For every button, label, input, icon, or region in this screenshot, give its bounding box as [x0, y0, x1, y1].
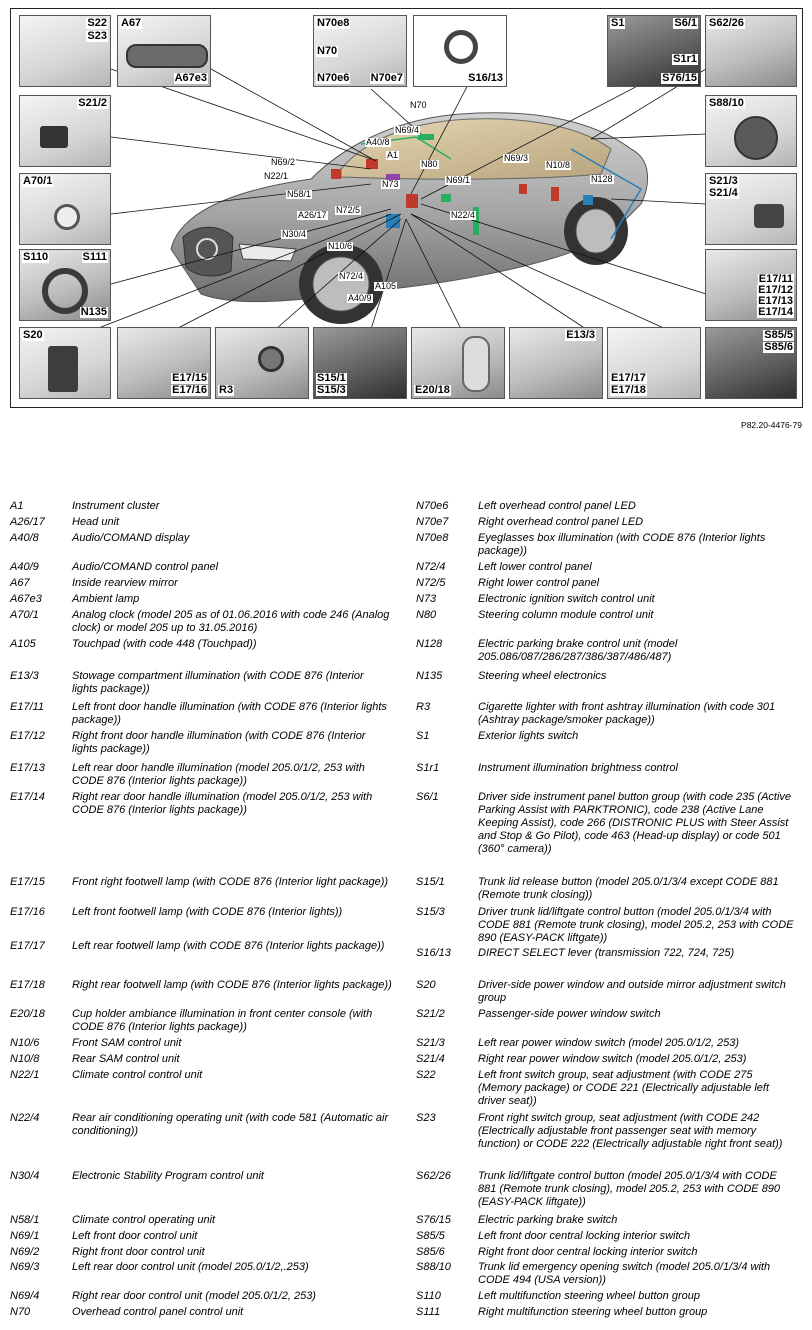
mirror-shape: [126, 44, 208, 68]
legend-code: N80: [416, 609, 437, 621]
label-s6-1: S6/1: [674, 17, 697, 29]
legend-description: Analog clock (model 205 as of 01.06.2016 with code 246 (Analog clock) or model 205 up to 31.05.2016): [72, 609, 390, 634]
callout-n70: N70: [410, 100, 427, 110]
reference-code: P82.20-4476-79: [741, 420, 802, 430]
legend-code: S21/3: [416, 1037, 445, 1049]
legend-code: S15/3: [416, 906, 445, 918]
legend-code: S1r1: [416, 762, 440, 774]
label-r3: R3: [219, 384, 234, 396]
callout-n10-8: N10/8: [546, 160, 571, 170]
legend-code: S110: [416, 1290, 441, 1302]
legend-description: Electronic ignition switch control unit: [478, 593, 655, 605]
window-switch-shape: [40, 126, 68, 148]
legend-code: N70e6: [416, 500, 449, 512]
label-e17-13: E17/13: [758, 295, 793, 307]
stowage-panel: [509, 327, 603, 399]
callout-n58-1: N58/1: [287, 189, 312, 199]
legend-description: Right rear door handle illumination (model 205.0/1/2, 253 with CODE 876 (Interior lights package)): [72, 791, 373, 816]
legend-description: Right front door central locking interior switch: [478, 1246, 698, 1258]
clock-panel: [19, 173, 111, 245]
legend-code: A40/8: [10, 532, 39, 544]
legend-code: A105: [10, 638, 36, 650]
label-n70: N70: [317, 45, 338, 57]
legend-code: N10/6: [10, 1037, 40, 1049]
callout-a1: A1: [387, 150, 399, 160]
legend-code: E13/3: [10, 670, 39, 682]
legend-code: N30/4: [10, 1170, 40, 1182]
legend-description: Left multifunction steering wheel button group: [478, 1290, 700, 1302]
label-n70e8: N70e8: [317, 17, 350, 29]
legend-code: E17/12: [10, 730, 45, 742]
legend-description: Right multifunction steering wheel button group: [478, 1306, 708, 1318]
legend-description: Right front door control unit: [72, 1246, 205, 1258]
callout-a26-17: A26/17: [298, 210, 327, 220]
legend-code: N69/4: [10, 1290, 40, 1302]
cigarette-lighter-shape: [258, 346, 284, 372]
label-s16-13: S16/13: [468, 72, 503, 84]
legend-description: Rear SAM control unit: [72, 1053, 180, 1065]
label-s76-15: S76/15: [662, 72, 697, 84]
label-s15-1: S15/1: [317, 372, 346, 384]
label-s15-3: S15/3: [317, 384, 346, 396]
legend-description: Climate control control unit: [72, 1069, 203, 1081]
legend-code: S15/1: [416, 876, 445, 888]
legend-code: N70e8: [416, 532, 449, 544]
legend-code: N72/4: [416, 561, 446, 573]
label-s110: S110: [23, 251, 49, 263]
legend-description: Trunk lid emergency opening switch (model 205.0/1/3/4 with CODE 494 (USA version)): [478, 1261, 771, 1286]
legend-code: A26/17: [10, 516, 45, 528]
label-a70-1: A70/1: [23, 175, 53, 187]
legend-description: Right lower control panel: [478, 577, 600, 589]
legend-description: Front SAM control unit: [72, 1037, 182, 1049]
legend-description: Trunk lid release button (model 205.0/1/3/4 except CODE 881 (Remote trunk closing)): [478, 876, 779, 901]
legend-code: N135: [416, 670, 443, 682]
legend-code: N22/4: [10, 1112, 40, 1124]
legend-description: Left overhead control panel LED: [478, 500, 636, 512]
callout-n73: N73: [382, 179, 399, 189]
legend-code: E17/17: [10, 940, 45, 952]
legend-description: Eyeglasses box illumination (with CODE 876 (Interior lights package)): [478, 532, 766, 557]
light-switch-panel: [607, 15, 701, 87]
legend-code: S21/4: [416, 1053, 445, 1065]
callout-n69-2: N69/2: [271, 157, 296, 167]
legend-description: Stowage compartment illumination (with CODE 876 (Interior lights package)): [72, 670, 364, 695]
legend-code: E17/11: [10, 701, 45, 713]
legend-description: Exterior lights switch: [478, 730, 579, 742]
label-e17-16: E17/16: [172, 384, 207, 396]
emergency-trunk-panel: [705, 95, 797, 167]
label-s62-26: S62/26: [709, 17, 744, 29]
legend-description: Front right footwell lamp (with CODE 876 (Interior light package)): [72, 876, 389, 888]
label-s1: S1: [611, 17, 625, 29]
legend-description: Audio/COMAND control panel: [72, 561, 219, 573]
legend-code: N73: [416, 593, 437, 605]
legend-code: A67: [10, 577, 30, 589]
legend-code: N70e7: [416, 516, 449, 528]
footwell-front-panel: [117, 327, 211, 399]
legend-code: S1: [416, 730, 430, 742]
label-s21-3: S21/3: [709, 175, 738, 187]
legend-code: S22: [416, 1069, 436, 1081]
label-e17-18: E17/18: [611, 384, 646, 396]
legend-description: Climate control operating unit: [72, 1214, 216, 1226]
label-s88-10: S88/10: [709, 97, 744, 109]
legend-description: Overhead control panel control unit: [72, 1306, 244, 1318]
label-e17-17: E17/17: [611, 372, 646, 384]
label-s23: S23: [87, 30, 107, 42]
legend-code: R3: [416, 701, 431, 713]
legend-description: Driver side instrument panel button group (with code 235 (Active Parking Assist with PARKTRONIC), code 238 (Active Lane Keeping Assist), code 266 (DISTRONIC PLUS with Steer Assist and Stop & Go Pilot), code 463 (Head-up display) or code 501 (360° camera)): [478, 791, 792, 855]
legend-description: Right rear power window switch (model 205.0/1/2, 253): [478, 1053, 747, 1065]
rear-window-switch-shape: [754, 204, 784, 228]
legend-code: S20: [416, 979, 436, 991]
legend-description: Right rear door control unit (model 205.0/1/2, 253): [72, 1290, 316, 1302]
seat-switches-panel: [19, 15, 111, 87]
legend-code: N69/3: [10, 1261, 40, 1273]
legend-code: N69/2: [10, 1246, 40, 1258]
callout-n10-6: N10/6: [328, 241, 353, 251]
label-s85-6: S85/6: [764, 341, 793, 353]
legend-description: Touchpad (with code 448 (Touchpad)): [72, 638, 257, 650]
label-e17-11: E17/11: [758, 273, 793, 285]
legend-description: Left rear door handle illumination (model 205.0/1/2, 253 with CODE 876 (Interior lights package)): [72, 762, 365, 787]
legend-description: Left front door handle illumination (with CODE 876 (Interior lights package)): [72, 701, 387, 726]
legend-description: Left front door control unit: [72, 1230, 198, 1242]
footwell-rear-panel: [607, 327, 701, 399]
label-a67: A67: [121, 17, 142, 29]
label-e13-3: E13/3: [566, 329, 595, 341]
legend-code: S85/5: [416, 1230, 445, 1242]
steering-lever-shape: [444, 30, 478, 64]
callout-n69-3: N69/3: [504, 153, 529, 163]
legend-description: Right front door handle illumination (with CODE 876 (Interior lights package)): [72, 730, 366, 755]
legend-code: S23: [416, 1112, 436, 1124]
legend-description: Right overhead control panel LED: [478, 516, 644, 528]
legend-description: Electric parking brake switch: [478, 1214, 618, 1226]
callout-a40-9: A40/9: [348, 293, 372, 303]
callout-n69-4: N69/4: [395, 125, 420, 135]
door-handle-panel: [705, 249, 797, 321]
legend-code: S16/13: [416, 947, 451, 959]
legend-description: Left front footwell lamp (with CODE 876 (Interior lights)): [72, 906, 343, 918]
legend-code: N10/8: [10, 1053, 40, 1065]
label-s22: S22: [87, 17, 107, 29]
legend-code: E17/14: [10, 791, 45, 803]
legend-code: N69/1: [10, 1230, 40, 1242]
legend-description: Cigarette lighter with front ashtray illumination (with code 301 (Ashtray package/smoker package)): [478, 701, 776, 726]
legend-code: N70: [10, 1306, 31, 1318]
legend-code: S21/2: [416, 1008, 445, 1020]
callout-n72-5: N72/5: [336, 205, 361, 215]
label-n70e7: N70e7: [370, 72, 403, 84]
label-n70e6: N70e6: [317, 72, 350, 84]
legend-description: Left rear power window switch (model 205.0/1/2, 253): [478, 1037, 740, 1049]
callout-n72-4: N72/4: [339, 271, 364, 281]
legend-code: E17/18: [10, 979, 45, 991]
legend-code: E17/13: [10, 762, 45, 774]
legend-description: Ambient lamp: [72, 593, 140, 605]
component-location-diagram: [10, 8, 803, 408]
label-s85-5: S85/5: [764, 329, 793, 341]
legend-code: S76/15: [416, 1214, 451, 1226]
callout-n30-4: N30/4: [282, 229, 307, 239]
emergency-button-shape: [734, 116, 778, 160]
callout-a40-8: A40/8: [366, 137, 390, 147]
legend-description: Left rear footwell lamp (with CODE 876 (Interior lights package)): [72, 940, 385, 952]
callout-n22-4: N22/4: [451, 210, 476, 220]
legend-code: S6/1: [416, 791, 439, 803]
steering-wheel-panel: [19, 249, 111, 321]
legend-description: Left rear door control unit (model 205.0/1/2,.253): [72, 1261, 309, 1273]
legend-code: N128: [416, 638, 443, 650]
cigarette-panel: [215, 327, 309, 399]
label-s21-4: S21/4: [709, 187, 738, 199]
legend-code: A70/1: [10, 609, 39, 621]
legend-code: A40/9: [10, 561, 39, 573]
legend-code: E17/16: [10, 906, 45, 918]
legend-description: Left front switch group, seat adjustment (with CODE 275 (Memory package) or CODE 221 (Electrically adjustable left driver seat)): [478, 1069, 770, 1107]
legend-description: Head unit: [72, 516, 120, 528]
label-e20-18: E20/18: [415, 384, 450, 396]
legend-description: Inside rearview mirror: [72, 577, 178, 589]
legend-code: S62/26: [416, 1170, 451, 1182]
legend-code: S111: [416, 1306, 441, 1318]
legend-description: Passenger-side power window switch: [478, 1008, 661, 1020]
legend-code: N72/5: [416, 577, 446, 589]
clock-face: [54, 204, 80, 230]
legend-description: Driver-side power window and outside mirror adjustment switch group: [478, 979, 786, 1004]
legend-code: E20/18: [10, 1008, 45, 1020]
label-s1r1: S1r1: [673, 53, 697, 65]
callout-n80: N80: [421, 159, 438, 169]
legend-code: A1: [10, 500, 24, 512]
label-e17-14: E17/14: [758, 306, 793, 318]
cupholder-panel: [411, 327, 505, 399]
legend-code: A67e3: [10, 593, 42, 605]
driver-window-panel: [19, 327, 111, 399]
legend-description: DIRECT SELECT lever (transmission 722, 724, 725): [478, 947, 735, 959]
legend-code: S88/10: [416, 1261, 451, 1273]
steering-lever-panel: [413, 15, 507, 87]
locking-panel: [705, 327, 797, 399]
legend-description: Right rear footwell lamp (with CODE 876 (Interior lights package)): [72, 979, 392, 991]
legend-description: Front right switch group, seat adjustment (with CODE 242 (Electrically adjustable front passenger seat with memory function) or CODE 222 (Electrically adjustable right front seat)): [478, 1112, 783, 1150]
legend-code: N22/1: [10, 1069, 40, 1081]
legend-description: Cup holder ambiance illumination in front center console (with CODE 876 (Interior lights package)): [72, 1008, 373, 1033]
callout-n128: N128: [591, 174, 613, 184]
label-a67e3: A67e3: [174, 72, 207, 84]
label-s21-2: S21/2: [78, 97, 107, 109]
legend-code: S85/6: [416, 1246, 445, 1258]
overhead-panel: [313, 15, 407, 87]
label-e17-15: E17/15: [172, 372, 207, 384]
callout-a105: A105: [375, 281, 397, 291]
rearview-mirror-panel: [117, 15, 211, 87]
cupholder-shape: [462, 336, 490, 392]
callout-n69-1: N69/1: [446, 175, 471, 185]
legend-description: Driver trunk lid/liftgate control button (model 205.0/1/3/4 with CODE 881 (Remote trunk closing), model 205.2, 253 with CODE 890 (EASY-PACK liftgate)): [478, 906, 794, 944]
label-s111: S111: [82, 251, 107, 263]
rear-window-switch-panel: [705, 173, 797, 245]
legend-description: Electric parking brake control unit (model 205.086/087/286/287/386/387/486/487): [478, 638, 678, 663]
passenger-window-panel: [19, 95, 111, 167]
legend-code: N58/1: [10, 1214, 40, 1226]
legend-description: Left lower control panel: [478, 561, 592, 573]
callout-n22-1: N22/1: [264, 171, 289, 181]
label-n135: N135: [80, 306, 107, 318]
legend-code: E17/15: [10, 876, 45, 888]
label-s20: S20: [23, 329, 43, 341]
trunk-button-panel: [705, 15, 797, 87]
legend-description: Trunk lid/liftgate control button (model 205.0/1/3/4 with CODE 881 (Remote trunk closing), model 205.2, 253 with CODE 890 (EASY-PACK liftgate)): [478, 1170, 781, 1208]
legend-description: Steering wheel electronics: [478, 670, 607, 682]
legend-description: Left front door central locking interior switch: [478, 1230, 691, 1242]
legend-description: Rear air conditioning operating unit (with code 581 (Automatic air conditioning)): [72, 1112, 389, 1137]
trunk-release-panel: [313, 327, 407, 399]
legend-description: Instrument illumination brightness control: [478, 762, 678, 774]
legend-description: Steering column module control unit: [478, 609, 654, 621]
driver-window-shape: [48, 346, 78, 392]
legend-description: Electronic Stability Program control unit: [72, 1170, 264, 1182]
label-e17-12: E17/12: [758, 284, 793, 296]
legend-description: Audio/COMAND display: [72, 532, 190, 544]
legend-description: Instrument cluster: [72, 500, 160, 512]
